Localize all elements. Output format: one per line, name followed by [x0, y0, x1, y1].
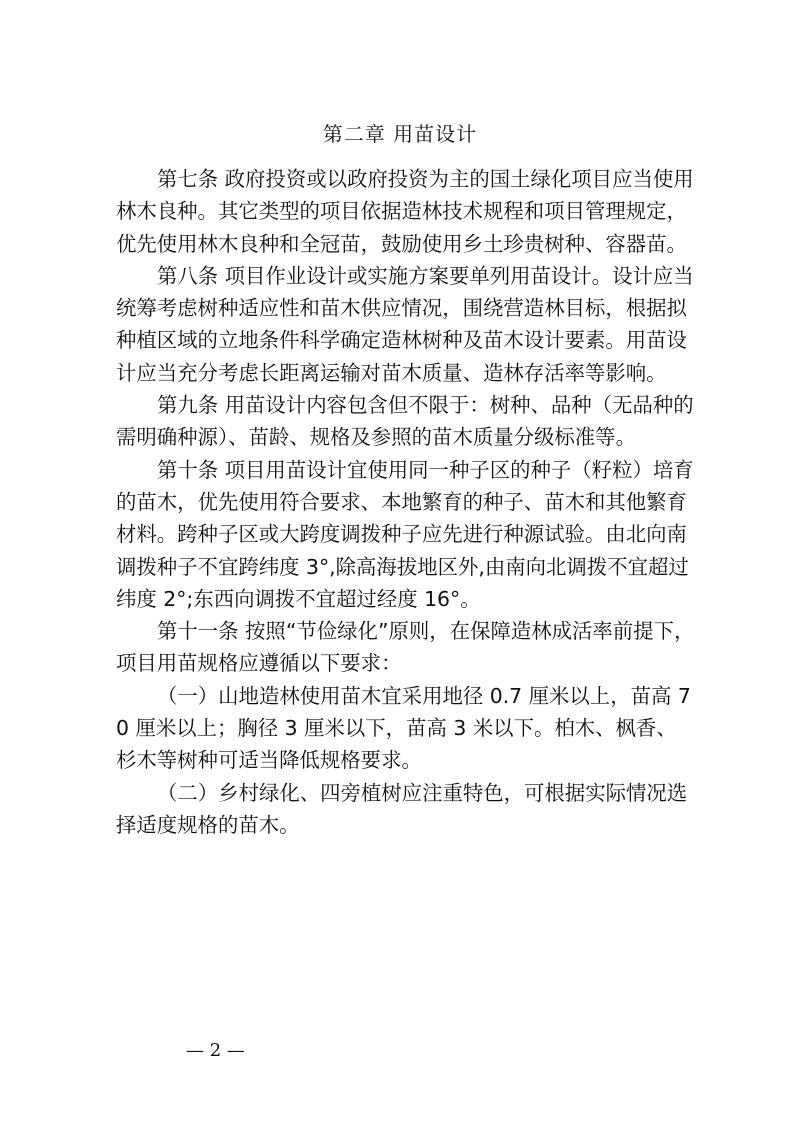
document-body [116, 163, 696, 841]
article-8-paragraph: 第八条 项目作业设计或实施方案要单列用苗设计。设计应当统筹考虑树种适应性和苗木供应情况，围绕营造林目标，根据拟种植区域的立地条件科学确定造林树种及苗木设计要素。用苗设计应当充分考虑长距离运输对苗木质量、造林存活率等影响。 [116, 263, 694, 385]
article-11-paragraph: 第十一条 按照“节俭绿化”原则，在保障造林成活率前提下，项目用苗规格应遵循以下要求： [116, 619, 695, 676]
article-7-paragraph: 第七条 政府投资或以政府投资为主的国土绿化项目应当使用林木良种。其它类型的项目依据造林技术规程和项目管理规定，优先使用林木良种和全冠苗，鼓励使用乡土珍贵树种、容器苗。 [116, 167, 694, 256]
chapter-title: 第二章 用苗设计 [322, 122, 478, 146]
article-11-item-1: （一）山地造林使用苗木宜采用地径 0.7 厘米以上，苗高 70 厘米以上；胸径 3 厘米以下，苗高 3 米以下。柏木、枫香、杉木等树种可适当降低规格要求。 [116, 683, 691, 773]
article-9-paragraph: 第九条 用苗设计内容包含但不限于：树种、品种（无品种的需明确种源）、苗龄、规格及参照的苗木质量分级标准等。 [116, 393, 694, 450]
article-11-item-2: （二）乡村绿化、四旁植树应注重特色，可根据实际情况选择适度规格的苗木。 [116, 780, 688, 837]
page-number: — 2 — [186, 1040, 245, 1061]
article-10-paragraph: 第十条 项目用苗设计宜使用同一种子区的种子（籽粒）培育的苗木，优先使用符合要求、本地繁育的种子、苗木和其他繁育材料。跨种子区或大跨度调拨种子应先进行种源试验。由北向南调拨种子不宜跨纬度 3°,除高海拔地区外,由南向北调拨不宜超过纬度 2°;东西向调拨不宜超过经度 16°。 [116, 457, 694, 611]
